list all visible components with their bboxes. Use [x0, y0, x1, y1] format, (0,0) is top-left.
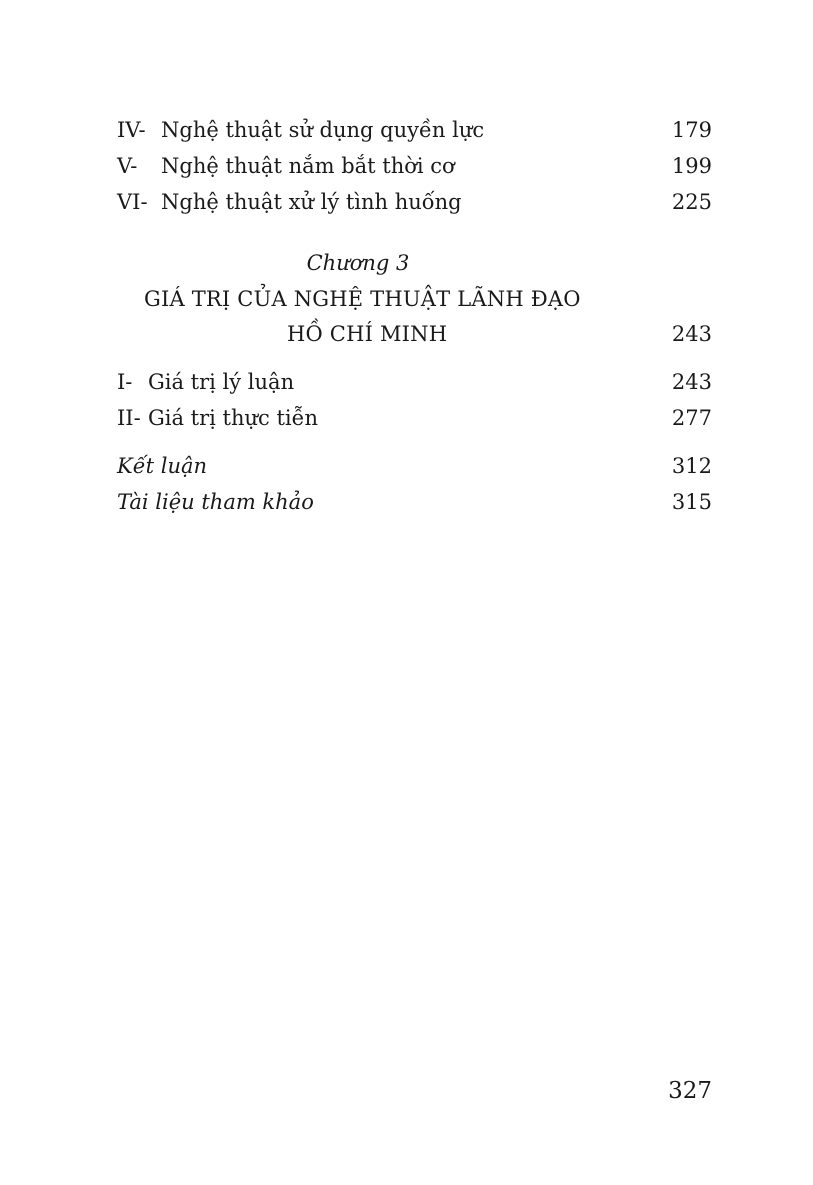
toc-entry-section-iv	[117, 113, 712, 147]
chapter-title-line-1: GIÁ TRỊ CỦA NGHỆ THUẬT LÃNH ĐẠO	[144, 287, 581, 311]
section-title: Nghệ thuật sử dụng quyền lực	[161, 118, 485, 142]
entry-title: Tài liệu tham khảo	[117, 490, 314, 514]
entry-title: Kết luận	[117, 454, 208, 478]
section-number: V-	[117, 154, 138, 178]
toc-entry-references	[117, 485, 712, 519]
chapter-title-line-2	[117, 317, 712, 351]
toc-entry-section-ii	[117, 401, 712, 435]
page-number: 243	[671, 370, 712, 394]
page-number: 199	[671, 154, 712, 178]
toc-entry-section-i	[117, 365, 712, 399]
section-title: Nghệ thuật xử lý tình huống	[161, 190, 462, 214]
chapter-title-text: HỒ CHÍ MINH	[287, 322, 448, 346]
page-number: 277	[671, 406, 712, 430]
page-number: 243	[671, 322, 712, 346]
section-title: Nghệ thuật nắm bắt thời cơ	[161, 154, 455, 178]
section-number: II-	[117, 406, 141, 430]
page-number: 312	[671, 454, 712, 478]
page-folio: 327	[668, 1078, 712, 1104]
section-title: Giá trị lý luận	[148, 370, 295, 394]
section-number: VI-	[117, 190, 148, 214]
page-number: 225	[671, 190, 712, 214]
toc-entry-conclusion	[117, 449, 712, 483]
toc-entry-section-vi	[117, 185, 712, 219]
toc-entry-section-v	[117, 149, 712, 183]
section-number: I-	[117, 370, 133, 394]
chapter-label	[0, 246, 716, 280]
page-number: 315	[671, 490, 712, 514]
section-title: Giá trị thực tiễn	[148, 406, 319, 430]
page-number: 179	[671, 118, 712, 142]
section-number: IV-	[117, 118, 146, 142]
chapter-label-text: Chương 3	[306, 251, 410, 275]
